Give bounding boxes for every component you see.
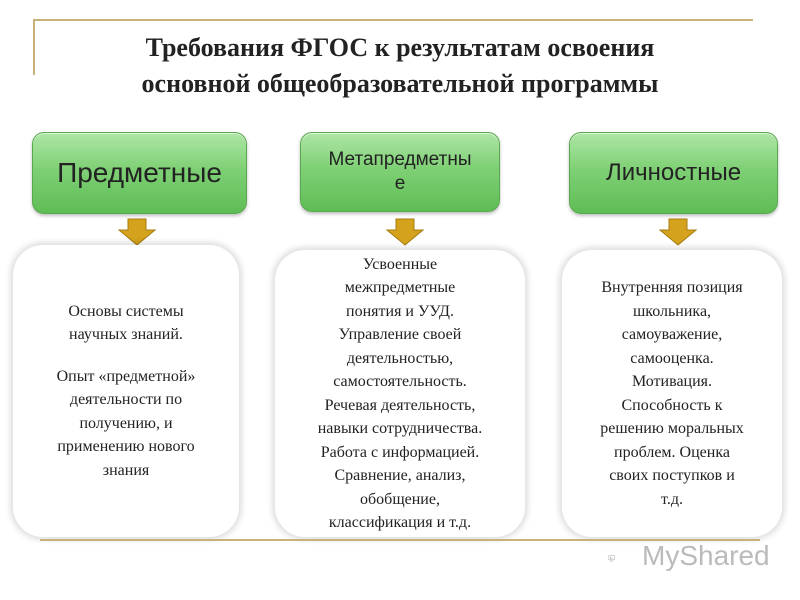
content-line: научных знаний.	[69, 326, 183, 344]
content-line: самостоятельность.	[333, 373, 467, 390]
content-predmetnye	[13, 245, 239, 537]
content-line: навыки сотрудничества.	[317, 420, 483, 437]
content-metapredmetnye	[275, 250, 525, 537]
content-line: применению нового	[57, 438, 195, 456]
content-line: Мотивация.	[631, 373, 713, 390]
content-line: деятельностью,	[346, 349, 454, 367]
content-line: Опыт «предметной»	[56, 367, 196, 385]
content-line: Усвоенные	[362, 255, 438, 273]
watermark-text: MyShared	[642, 540, 770, 571]
content-line: Работа с информацией.	[320, 443, 480, 461]
content-line: самооценка.	[630, 349, 714, 367]
content-line: знания	[102, 461, 150, 479]
content-line: школьника,	[632, 302, 712, 320]
content-line: классификация и т.д.	[328, 514, 472, 531]
content-line: получению, и	[79, 414, 173, 432]
header-lichnostnye	[569, 132, 778, 214]
header-predmetnye	[32, 132, 247, 214]
content-line: Основы системы	[68, 302, 184, 320]
content-line: обобщение,	[360, 490, 440, 508]
title-line-2: основной общеобразовательной программы	[141, 69, 659, 98]
page-title	[40, 30, 760, 102]
header-label-line: е	[394, 173, 406, 194]
content-line: проблем. Оценка	[614, 443, 730, 461]
header-metapredmetnye	[300, 132, 500, 212]
content-lichnostnye	[562, 250, 782, 537]
content-line: Внутренняя позиция	[601, 279, 743, 296]
content-line: самоуважение,	[621, 326, 723, 343]
content-line: своих поступков и	[609, 467, 735, 484]
content-line: Способность к	[621, 396, 723, 414]
header-label: Предметные	[57, 157, 222, 188]
content-line: Речевая деятельность,	[324, 396, 476, 414]
header-label-wrap	[329, 148, 472, 196]
content-line: межпредметные	[344, 279, 456, 296]
header-label: Личностные	[605, 159, 742, 186]
content-line: Управление своей	[338, 326, 462, 343]
down-arrow-icon	[386, 218, 424, 246]
presentation-board-icon	[608, 538, 642, 578]
left-decor-line	[33, 19, 35, 75]
top-decor-line	[33, 19, 753, 21]
header-label-line: Метапредметны	[328, 149, 472, 170]
content-line: Сравнение, анализ,	[334, 467, 466, 484]
content-line: понятия и УУД.	[346, 302, 454, 320]
title-line-1: Требования ФГОС к результатам освоения	[145, 33, 655, 62]
content-line: т.д.	[661, 490, 683, 508]
down-arrow-icon	[118, 218, 156, 246]
down-arrow-icon	[659, 218, 697, 246]
content-line: деятельности по	[69, 391, 183, 409]
content-line: решению моральных	[600, 420, 744, 437]
